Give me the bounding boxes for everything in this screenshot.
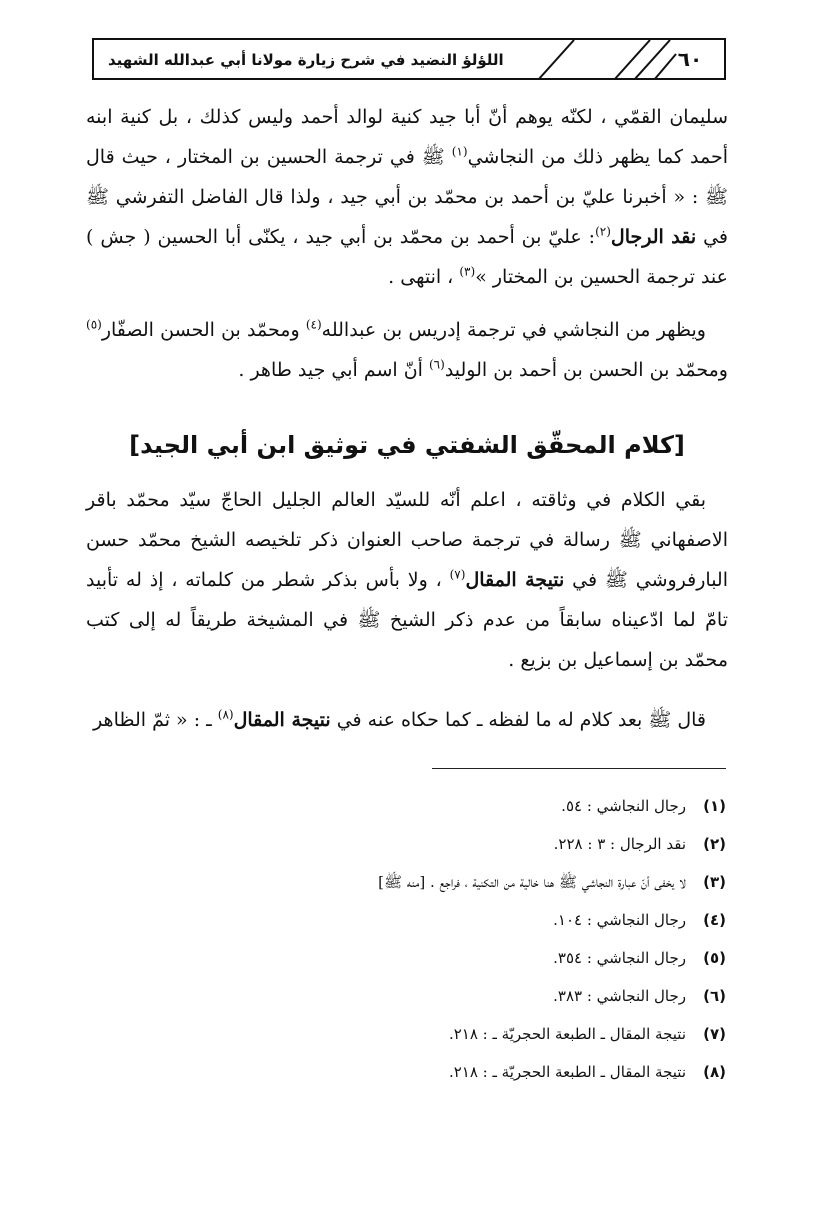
paragraph-2-text-1: ويظهر من النجاشي في ترجمة إدريس بن عبدالله [321,319,706,341]
paragraph-2-text-3: ومحمّد بن الحسن بن أحمد بن الوليد [444,359,728,381]
paragraph-1 [86,97,728,297]
footnote-text: نتيجة المقال ـ الطبعة الحجريّة ـ : ٢١٨. [448,1025,686,1043]
footnote-number: (٧) [703,1025,726,1043]
page-number: ٦٠ [677,47,703,71]
footnote-ref-2: (٢) [595,224,611,239]
paragraph-2-text-2: ومحمّد بن الحسن الصفّار [101,319,306,341]
paragraph-2 [86,310,728,390]
book-title: اللؤلؤ النضيد في شرح زيارة مولانا أبي عبدالله الشهيد [108,51,504,69]
footnote-item [86,902,726,940]
footnote-item [86,978,726,1016]
paragraph-4 [86,700,728,740]
footnote-number: (٣) [703,873,726,891]
footnote-text: لا يخفى أنّ عبارة النجاشي ﷺ هنا خالية من التكنية ، فراجع . [منه ﷺ] [378,873,686,891]
footnote-number: (٥) [703,949,726,967]
footnote-text: رجال النجاشي : ٣٨٣. [553,987,686,1005]
paragraph-3-text-1: بقي الكلام في وثاقته ، اعلم أنّه للسيّد العالم الجليل الحاجّ سيّد محمّد باقر الاصفهاني ﷺ رسالة في ترجمة صاحب العنوان ذكر تلخيصه الشيخ محمّد حسن البارفروشي ﷺ في [86,489,728,591]
footnote-ref-4: (٤) [305,317,322,332]
paragraph-1-text-4: ، انتهى . [388,266,460,288]
footnote-text: رجال النجاشي : ٣٥٤. [553,949,686,967]
paragraph-4-text-2: ـ : « ثمّ الظاهر [93,709,218,731]
footnote-ref-5: (٥) [86,317,102,332]
footnote-ref-8: (٨) [217,707,234,722]
footnote-item [86,940,726,978]
footnote-number: (٢) [703,835,726,853]
footnote-item [86,788,726,826]
footnote-ref-1: (١) [451,144,468,159]
paragraph-4-text-1: قال ﷺ بعد كلام له ما لفظه ـ كما حكاه عنه في [330,709,706,731]
paragraph-3-text-2: ، ولا بأس بذكر شطر من كلماته ، إذ له تأبيد تامّ لما ادّعيناه سابقاً من عدم ذكر الشيخ ﷺ في المشيخة طريقاً له إلى كتب محمّد بن إسماعيل بن بزيع . [86,569,728,671]
section-heading: [كلام المحقّق الشفتي في توثيق ابن أبي الجيد] [129,431,685,459]
footnote-text: نتيجة المقال ـ الطبعة الحجريّة ـ : ٢١٨. [448,1063,686,1081]
footnote-item [86,1054,726,1092]
footnote-text: نقد الرجال : ٣ : ٢٢٨. [553,835,686,853]
footnote-item [86,826,726,864]
page-header [92,38,726,80]
footnote-ref-6: (٦) [428,357,445,372]
paragraph-3 [86,480,728,680]
paragraph-2-text-4: أنّ اسم أبي جيد طاهر . [238,359,429,381]
footnote-ref-7: (٧) [449,567,466,582]
book-ref-natijat-al-maqal-2: نتيجة المقال [233,709,331,731]
footnote-ref-3: (٣) [459,264,476,279]
footnote-text: رجال النجاشي : ١٠٤. [553,911,686,929]
paragraph-1-text-2: ﷺ في ترجمة الحسين بن المختار ، حيث قال ﷺ : « أخبرنا عليّ بن أحمد بن محمّد بن أبي جيد ، ولذا قال الفاضل التفرشي ﷺ في [86,146,728,248]
footnote-text: رجال النجاشي : ٥٤. [561,797,686,815]
footnote-number: (١) [703,797,726,815]
paragraph-1-text-1: سليمان القمّي ، لكنّه يوهم أنّ أبا جيد كنية لوالد أحمد وليس كذلك ، بل كنية ابنه أحمد كما يظهر ذلك من النجاشي [86,106,728,168]
footnote-item [86,1016,726,1054]
footnote-number: (٤) [703,911,726,929]
footnote-number: (٦) [703,987,726,1005]
footnote-item [86,864,726,902]
footnote-number: (٨) [703,1063,726,1081]
paragraph-1-text-3: : عليّ بن أحمد بن محمّد بن أبي جيد ، يكنّى أبا الحسين ( جش ) عند ترجمة الحسين بن المختار » [86,226,728,288]
book-ref-natijat-al-maqal: نتيجة المقال [465,569,565,591]
footnote-separator [432,768,726,769]
footnote-list [86,788,726,1092]
book-ref-naqd-al-rijal: نقد الرجال [610,226,697,248]
